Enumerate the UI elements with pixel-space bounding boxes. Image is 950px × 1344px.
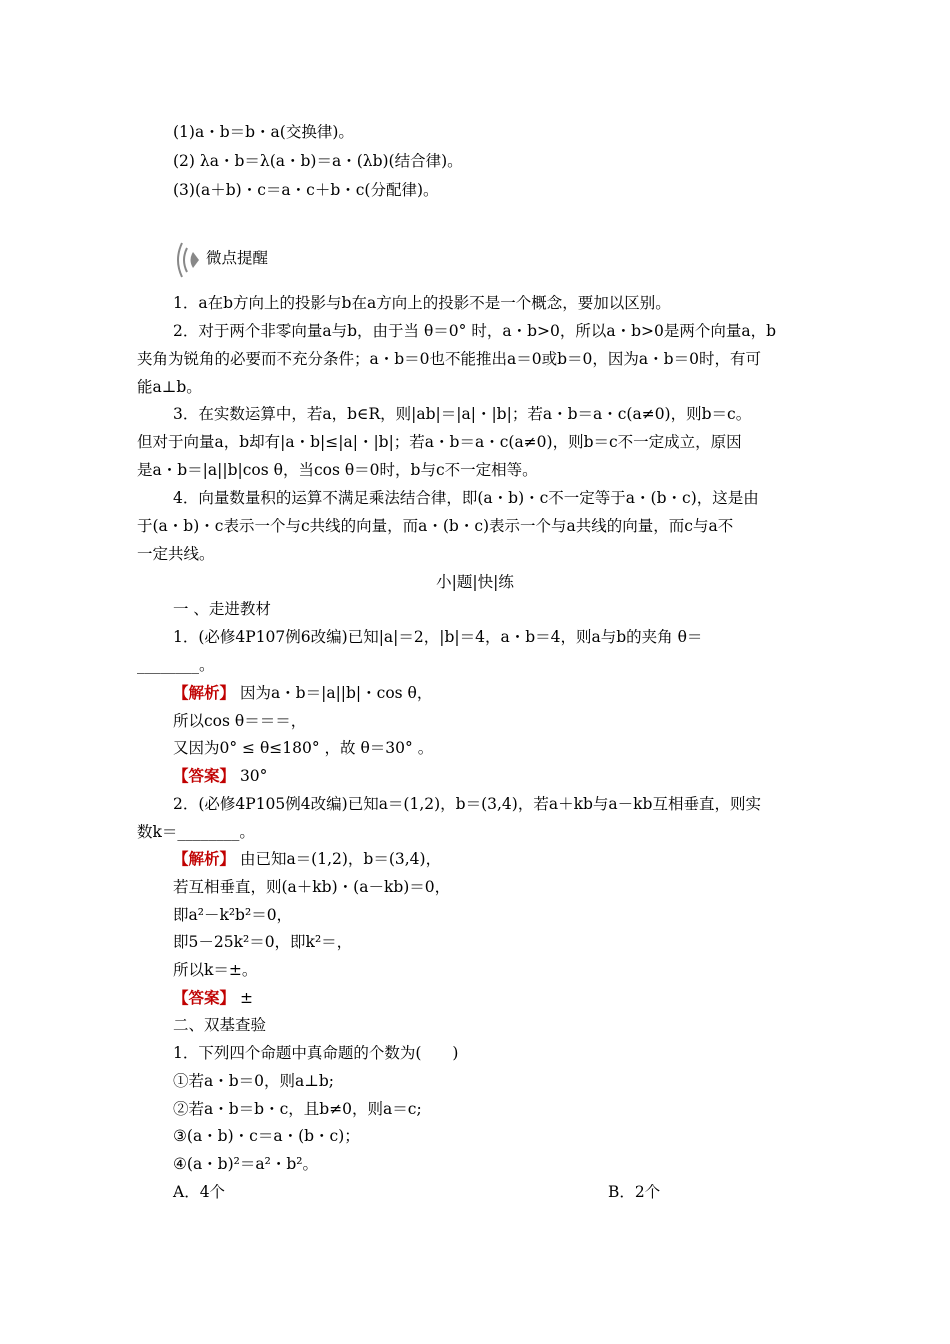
- note-4-line-2: 于(a・b)・c表示一个与c共线的向量，而a・(b・c)表示一个与a共线的向量，而c与a不: [137, 517, 734, 535]
- note-1: 1．a在b方向上的投影与b在a方向上的投影不是一个概念，要加以区别。: [173, 294, 671, 312]
- note-4-line-3: 一定共线。: [137, 545, 215, 563]
- note-2-line-1: 2．对于两个非零向量a与b，由于当 θ＝0° 时，a・b>0，所以a・b>0是两个向量a，b: [173, 322, 777, 340]
- signal-waves-icon: [173, 240, 205, 280]
- q2-analysis-line-5: 所以k＝±。: [173, 961, 258, 979]
- q2-analysis-line-4: 即5－25k²＝0，即k²＝，: [173, 933, 353, 951]
- part2-heading: 二、双基查验: [173, 1016, 267, 1034]
- section-title: 小|题|快|练: [436, 573, 514, 591]
- tip-header: [173, 240, 333, 280]
- q1-answer: [173, 765, 267, 787]
- note-3-line-2: 但对于向量a，b却有|a・b|≤|a|・|b|；若a・b＝a・c(a≠0)，则b＝c不一定成立，原因: [137, 433, 742, 451]
- note-3-line-3: 是a・b＝|a||b|cos θ，当cos θ＝0时，b与c不一定相等。: [137, 461, 538, 479]
- law-commutative: (1)a・b＝b・a(交换律)。: [173, 123, 354, 141]
- analysis-tag: 【解析】: [173, 849, 236, 868]
- part1-heading: 一 、走进教材: [173, 600, 271, 618]
- q1-analysis-line-2: 所以cos θ＝＝＝，: [173, 712, 307, 730]
- law-distributive: (3)(a＋b)・c＝a・c＋b・c(分配律)。: [173, 181, 439, 199]
- law-associative: (2) λa・b＝λ(a・b)＝a・(λb)(结合律)。: [173, 152, 463, 170]
- q2-analysis-line-1: [173, 848, 441, 870]
- note-2-line-2: 夹角为锐角的必要而不充分条件；a・b＝0也不能推出a＝0或b＝0，因为a・b＝0时，有可: [137, 350, 761, 368]
- tip-label: 微点提醒: [206, 249, 269, 267]
- analysis-text: 由已知a＝(1,2)，b＝(3,4)，: [235, 850, 442, 868]
- q1-stem-line-2: ________。: [137, 656, 215, 674]
- answer-text: ±: [235, 989, 253, 1007]
- p2-q1-stem: 1．下列四个命题中真命题的个数为( ): [173, 1044, 459, 1062]
- q1-stem-line-1: 1．(必修4P107例6改编)已知|a|＝2，|b|＝4，a・b＝4，则a与b的夹角 θ＝: [173, 628, 703, 646]
- q2-stem-line-2: 数k＝________。: [137, 823, 255, 841]
- proposition-1: ①若a・b＝0，则a⊥b;: [173, 1072, 334, 1090]
- proposition-2: ②若a・b＝b・c，且b≠0，则a＝c;: [173, 1100, 422, 1118]
- option-b[interactable]: B．2个: [608, 1183, 661, 1201]
- q2-answer: [173, 987, 253, 1009]
- note-4-line-1: 4．向量数量积的运算不满足乘法结合律，即(a・b)・c不一定等于a・(b・c)，这是由: [173, 489, 759, 507]
- answer-tag: 【答案】: [173, 766, 236, 785]
- answer-text: 30°: [235, 767, 268, 785]
- proposition-3: ③(a・b)・c＝a・(b・c)；: [173, 1127, 360, 1145]
- q2-analysis-line-2: 若互相垂直，则(a＋kb)・(a－kb)＝0，: [173, 878, 451, 896]
- analysis-tag: 【解析】: [173, 683, 236, 702]
- note-3-line-1: 3．在实数运算中，若a，b∈R，则|ab|＝|a|・|b|；若a・b＝a・c(a≠0)，则b＝c。: [173, 405, 752, 423]
- answer-tag: 【答案】: [173, 988, 236, 1007]
- option-a[interactable]: A．4个: [173, 1183, 226, 1201]
- proposition-4: ④(a・b)²＝a²・b²。: [173, 1155, 318, 1173]
- analysis-text: 因为a・b＝|a||b|・cos θ，: [235, 684, 433, 702]
- q1-analysis-line-3: 又因为0° ≤ θ≤180° ，故 θ＝30° 。: [173, 739, 434, 757]
- q1-analysis-line-1: [173, 682, 432, 704]
- note-2-line-3: 能a⊥b。: [137, 378, 202, 396]
- q2-analysis-line-3: 即a²－k²b²＝0，: [173, 906, 293, 924]
- q2-stem-line-1: 2．(必修4P105例4改编)已知a＝(1,2)，b＝(3,4)，若a＋kb与a－kb互相垂直，则实: [173, 795, 761, 813]
